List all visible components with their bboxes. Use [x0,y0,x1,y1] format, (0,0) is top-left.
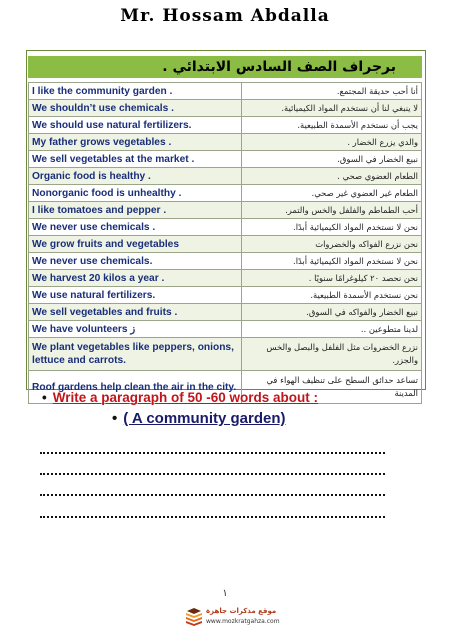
arabic-translation: نحن نستخدم الأسمدة الطبيعية. [242,287,422,304]
arabic-translation: نبيع الخضار في السوق. [242,151,422,168]
table-row [29,253,422,270]
arabic-translation: نحن نحصد ٢٠ كيلوغرامًا سنويًا . [242,270,422,287]
book-stack-icon [184,607,204,627]
english-sentence: We never use chemicals . [29,219,242,236]
table-row [29,83,422,100]
english-sentence: We harvest 20 kilos a year . [29,270,242,287]
site-url: www.mozkratgahza.com [206,618,280,625]
site-logo [184,604,280,632]
english-sentence: We should use natural fertilizers. [29,117,242,134]
table-row [29,117,422,134]
english-sentence: I like the community garden . [29,83,242,100]
writing-topic [112,410,286,427]
table-row [29,287,422,304]
english-sentence: We never use chemicals. [29,253,242,270]
table-row [29,236,422,253]
table-row [29,304,422,321]
table-row [29,219,422,236]
arabic-translation: الطعام العضوي صحي . [242,168,422,185]
page-title: Mr. Hossam Abdalla [120,6,330,26]
arabic-translation: لدينا متطوعين .. [242,321,422,338]
table-row [29,100,422,117]
table-row [29,338,422,371]
page-number: ١ [222,588,228,599]
english-sentence: We plant vegetables like peppers, onions, lettuce and carrots. [29,338,242,371]
english-sentence: I like tomatoes and pepper . [29,202,242,219]
english-sentence: We grow fruits and vegetables [29,236,242,253]
english-sentence: Nonorganic food is unhealthy . [29,185,242,202]
task-instruction: Write a paragraph of 50 -60 words about : [52,390,319,405]
writing-line[interactable] [40,494,385,496]
vocabulary-table [28,82,422,404]
arabic-translation: نحن لا نستخدم المواد الكيميائية أبدًا. [242,219,422,236]
english-sentence: We sell vegetables and fruits . [29,304,242,321]
topic-text: ( A community garden) [123,410,286,427]
arabic-translation: والدي يزرع الخضار . [242,134,422,151]
table-row [29,321,422,338]
writing-task [42,390,442,405]
writing-line[interactable] [40,452,385,454]
english-sentence: Organic food is healthy . [29,168,242,185]
arabic-translation: أنا أحب حديقة المجتمع. [242,83,422,100]
english-sentence: We have volunteers ز [29,321,242,338]
table-row [29,185,422,202]
english-sentence: We use natural fertilizers. [29,287,242,304]
site-name: موقع مذكرات جاهزة [206,607,277,615]
table-row [29,168,422,185]
arabic-translation: يجب أن نستخدم الأسمدة الطبيعية. [242,117,422,134]
arabic-translation: تساعد حدائق السطح على تنظيف الهواء في المدينة [242,371,422,404]
arabic-translation: أحب الطماطم والفلفل والخس والتمر. [242,202,422,219]
table-row [29,270,422,287]
arabic-translation: الطعام غير العضوي غير صحي. [242,185,422,202]
table-row [29,134,422,151]
table-row [29,202,422,219]
arabic-translation: نزرع الخضروات مثل الفلفل والبصل والخس والجزر. [242,338,422,371]
english-sentence: My father grows vegetables . [29,134,242,151]
writing-line[interactable] [40,473,385,475]
arabic-translation: لا ينبغي لنا أن نستخدم المواد الكيميائية. [242,100,422,117]
english-sentence: We shouldn’t use chemicals . [29,100,242,117]
writing-line[interactable] [40,516,385,518]
bullet-icon: • [42,390,47,405]
english-sentence: Roof gardens help clean the air in the city. [29,371,242,404]
table-title: برجراف الصف السادس الابتدائي . [28,56,422,78]
english-sentence: We sell vegetables at the market . [29,151,242,168]
arabic-translation: نبيع الخضار والفواكه في السوق. [242,304,422,321]
arabic-translation: نحن لا نستخدم المواد الكيميائية أبدًا. [242,253,422,270]
bullet-icon: • [112,410,118,427]
arabic-translation: نحن نزرع الفواكه والخضروات [242,236,422,253]
table-row [29,151,422,168]
